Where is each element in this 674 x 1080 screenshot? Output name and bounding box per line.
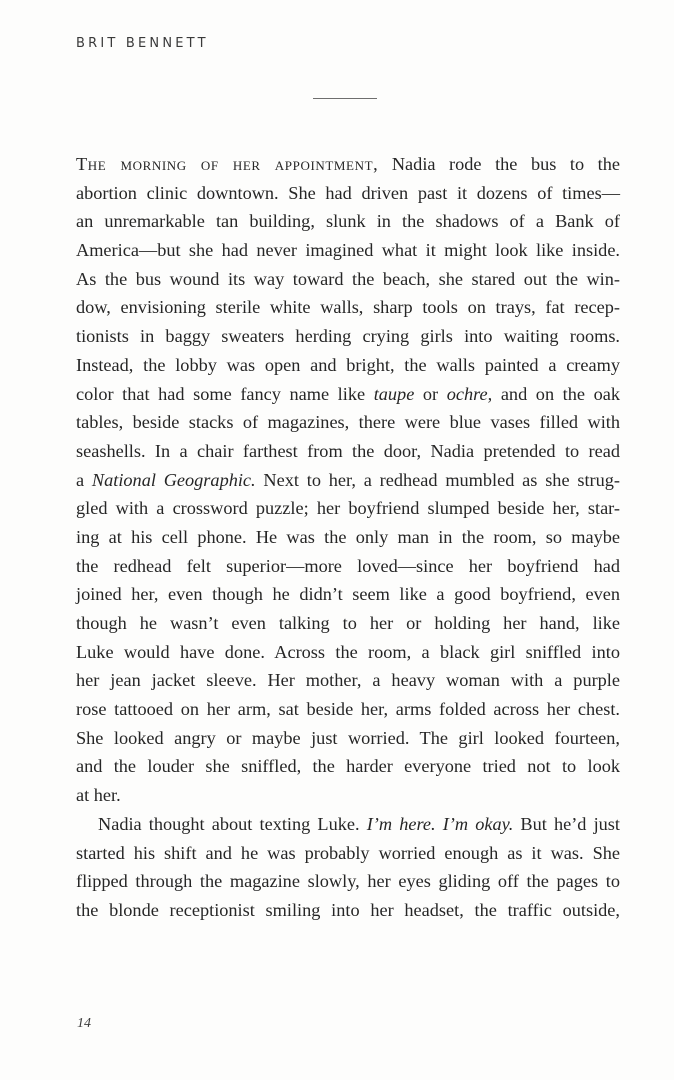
text-run: Luke would have done. Across the room, a black girl sniffled into — [76, 641, 620, 662]
paragraph — [76, 150, 620, 810]
text-line — [76, 896, 620, 925]
text-run: Nadia rode the bus to the — [378, 154, 621, 174]
page-number: 14 — [77, 1016, 91, 1031]
italic-run: I’m here. I’m okay. — [366, 813, 514, 834]
text-line — [76, 867, 620, 896]
text-line — [76, 380, 620, 409]
italic-run: National Geographic. — [91, 469, 256, 490]
text-line — [76, 666, 620, 695]
text-run: joined her, even though he didn’t seem like a good boyfriend, even — [76, 584, 620, 605]
italic-run: taupe — [373, 383, 415, 404]
text-run: her jean jacket sleeve. Her mother, a heavy woman with a purple — [76, 670, 620, 691]
text-line — [76, 752, 620, 781]
text-run: Next to her, a redhead mumbled as she strug- — [255, 469, 621, 490]
text-run: the blonde receptionist smiling into her headset, the traffic outside, — [76, 899, 620, 920]
text-run: flipped through the magazine slowly, her eyes gliding off the pages to — [76, 871, 620, 892]
text-run: at her. — [76, 785, 121, 806]
text-line — [76, 724, 620, 753]
text-run: though he wasn’t even talking to her or holding her hand, like — [76, 613, 620, 633]
text-line — [76, 839, 620, 868]
text-run: color that had some fancy name like — [76, 383, 374, 404]
text-run: dow, envisioning sterile white walls, sharp tools on trays, fat recep- — [76, 297, 620, 318]
text-run: and the louder she sniffled, the harder everyone tried not to look — [76, 756, 620, 777]
text-line — [76, 322, 620, 351]
text-line — [76, 523, 620, 552]
text-line — [76, 351, 620, 380]
text-line — [76, 437, 620, 466]
text-run: America—but she had never imagined what it might look like inside. — [76, 240, 620, 261]
text-line — [76, 150, 620, 179]
small-caps-run: The morning of her appointment, — [76, 154, 379, 174]
text-line — [76, 781, 620, 810]
text-line — [76, 695, 620, 724]
section-break-rule — [313, 98, 377, 99]
text-run: seashells. In a chair farthest from the door, Nadia pretended to read — [76, 440, 620, 461]
text-line — [76, 609, 620, 638]
running-head-author: BRIT BENNETT — [76, 36, 209, 51]
text-run: and on the oak — [492, 383, 620, 404]
text-run: She looked angry or maybe just worried. The girl looked fourteen, — [76, 727, 620, 748]
text-line — [76, 207, 620, 236]
text-run: rose tattooed on her arm, sat beside her, arms folded across her chest. — [76, 699, 620, 720]
text-run: tionists in baggy sweaters herding crying girls into waiting rooms. — [76, 326, 620, 347]
text-run: As the bus wound its way toward the beach, she stared out the win- — [76, 268, 620, 289]
body-text — [76, 150, 620, 925]
italic-run: ochre, — [446, 383, 493, 404]
text-run: ing at his cell phone. He was the only man in the room, so maybe — [76, 526, 620, 547]
text-line — [76, 236, 620, 265]
text-line — [76, 466, 620, 495]
text-run: Nadia thought about texting Luke. — [98, 813, 367, 834]
text-run: tables, beside stacks of magazines, there were blue vases filled with — [76, 412, 620, 433]
text-run: But he’d just — [513, 813, 620, 834]
text-line — [76, 408, 620, 437]
text-line — [76, 638, 620, 667]
text-line — [76, 265, 620, 294]
text-run: started his shift and he was probably worried enough as it was. She — [76, 842, 620, 863]
text-line — [76, 552, 620, 581]
text-line — [76, 580, 620, 609]
text-run: gled with a crossword puzzle; her boyfriend slumped beside her, star- — [76, 498, 620, 519]
text-run: the redhead felt superior—more loved—since her boyfriend had — [76, 555, 620, 576]
text-run: an unremarkable tan building, slunk in the shadows of a Bank of — [76, 211, 620, 232]
text-line — [76, 293, 620, 322]
paragraph — [76, 810, 620, 925]
text-line — [76, 494, 620, 523]
text-run: a — [76, 469, 92, 490]
text-run: or — [414, 383, 447, 404]
text-run: Instead, the lobby was open and bright, the walls painted a creamy — [76, 354, 620, 375]
text-line — [76, 810, 620, 839]
text-line — [76, 179, 620, 208]
text-run: abortion clinic downtown. She had driven past it dozens of times— — [76, 182, 620, 203]
